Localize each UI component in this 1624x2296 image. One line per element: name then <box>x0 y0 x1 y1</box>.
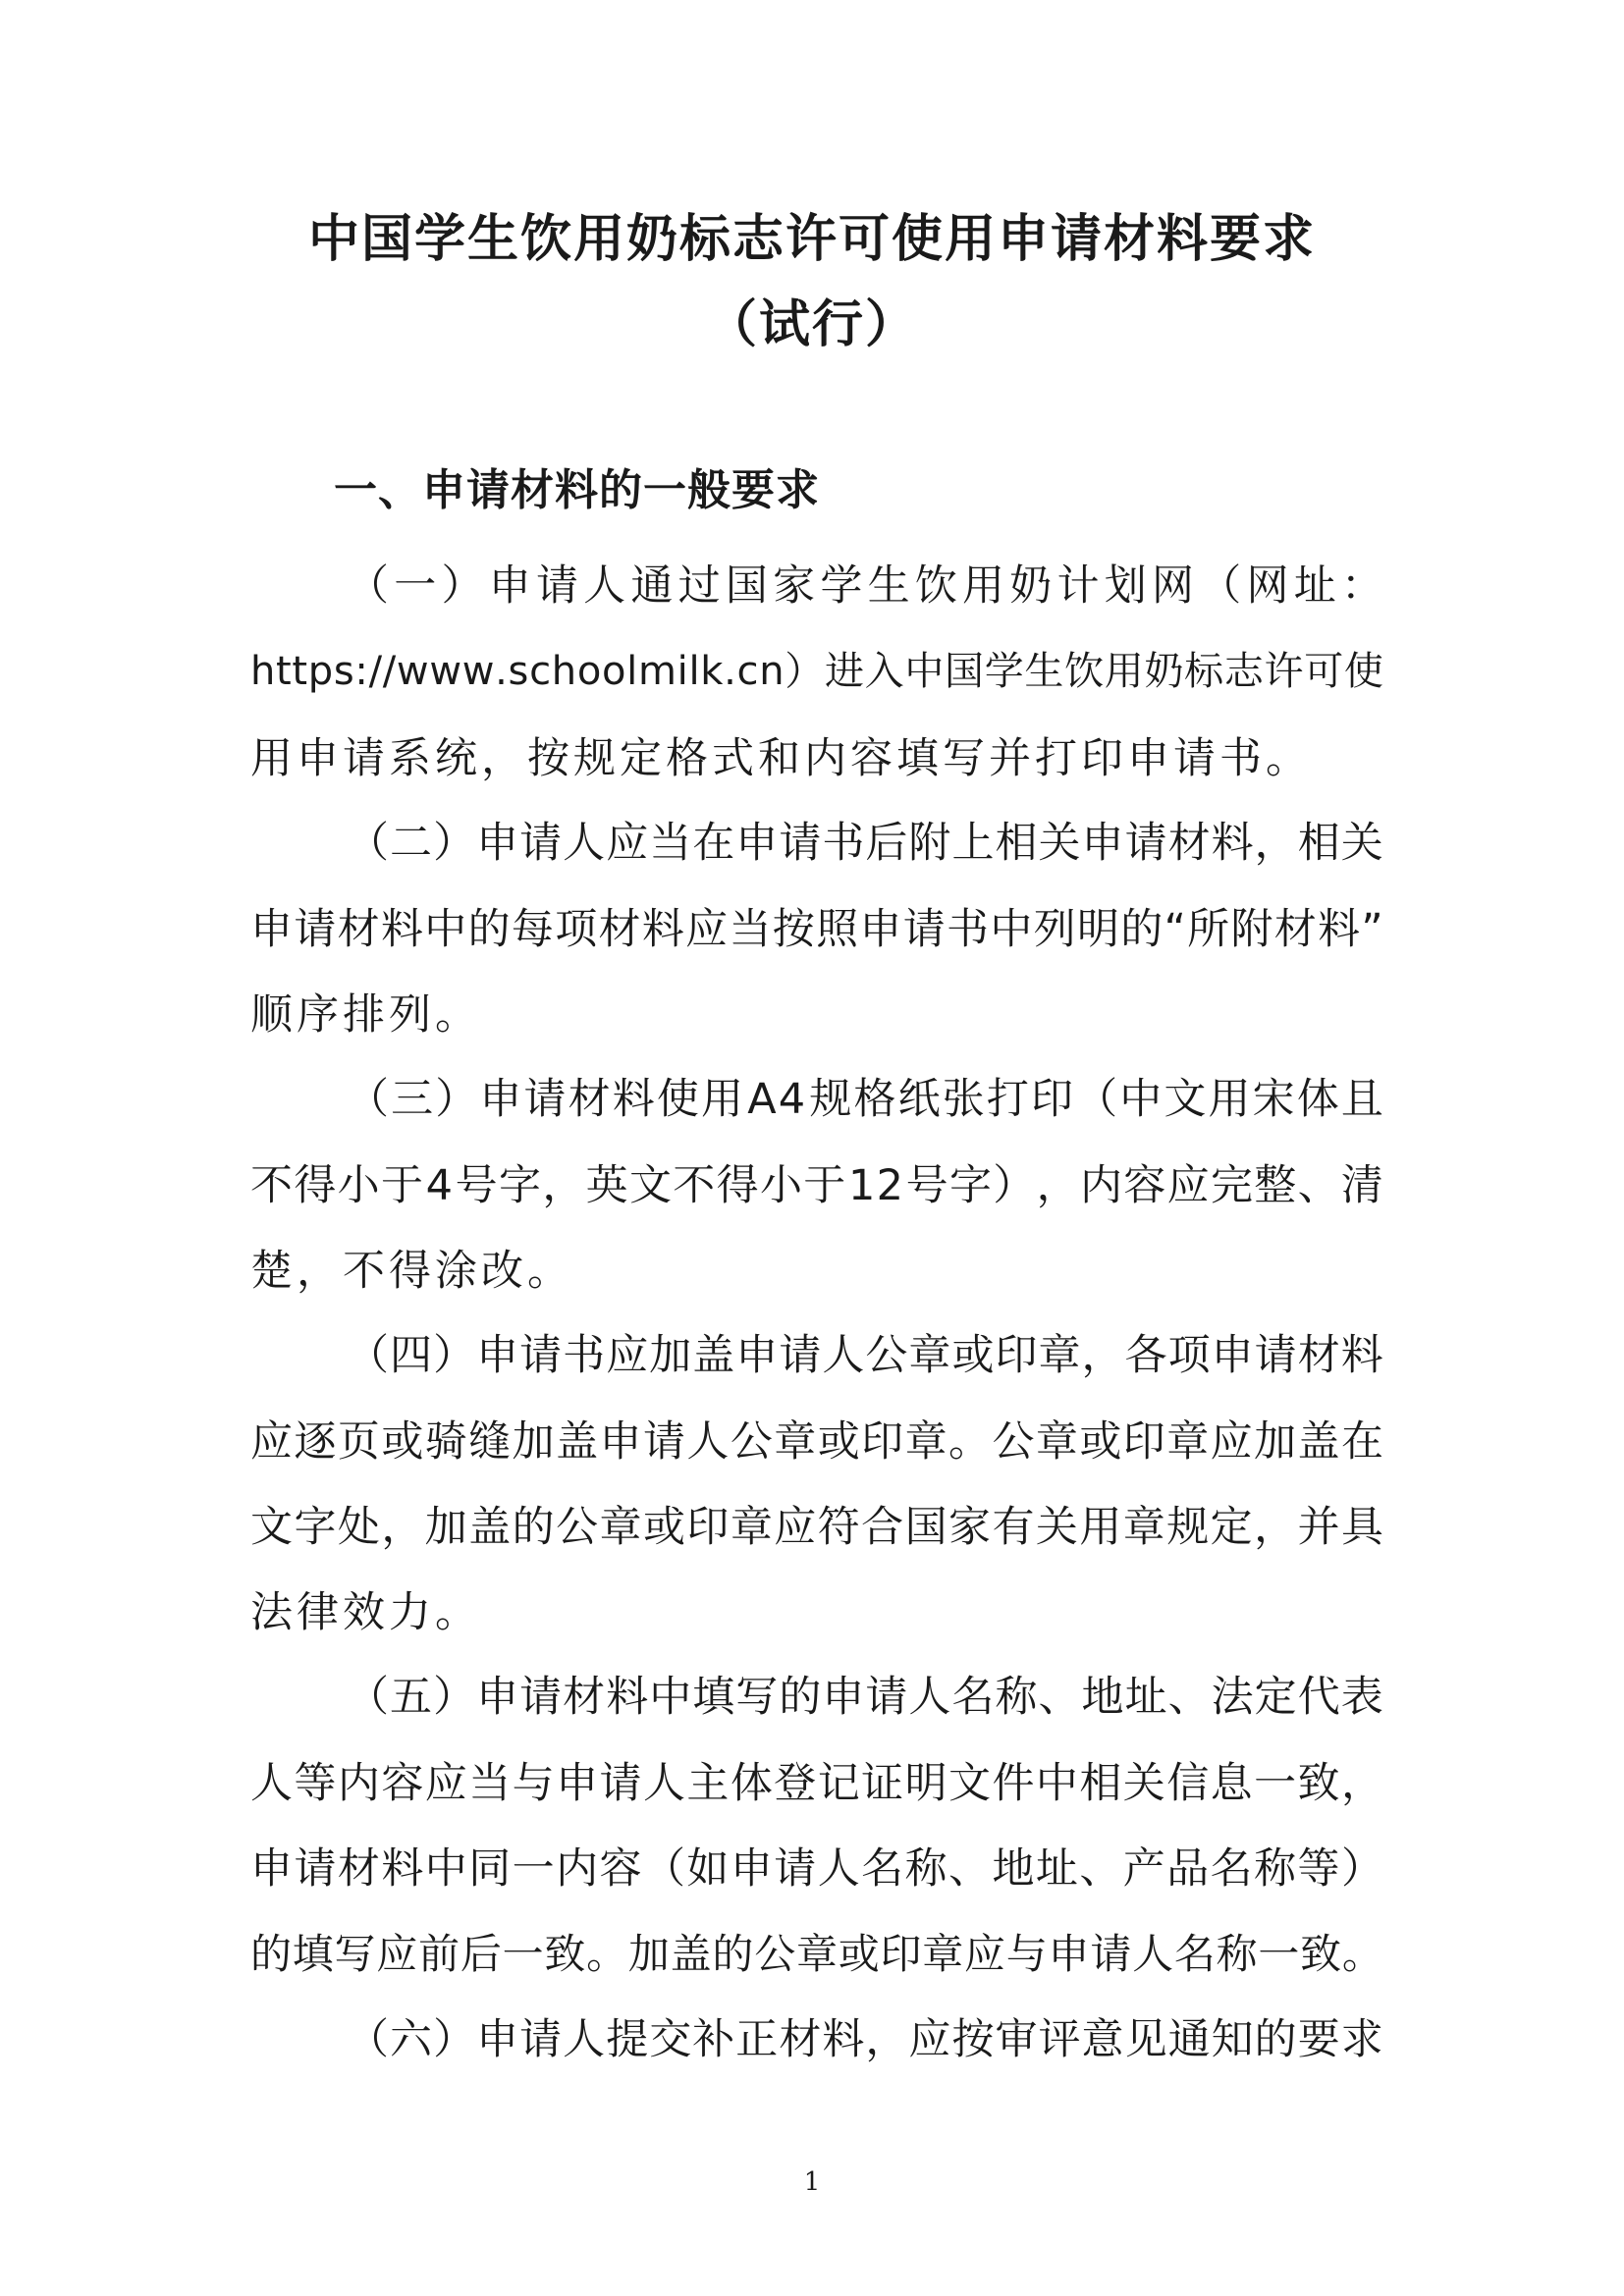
paragraph-line: （ 一 ） 申 请 人 通 过 国 家 学 生 饮 用 奶 计 划 网 （ 网 址 ： <box>347 561 1383 611</box>
section-heading: 一、申请材料的一般要求 <box>334 465 820 515</box>
document-subtitle: （试行） <box>705 294 918 354</box>
document-title: 中国学生饮用奶标志许可使用申请材料要求 <box>307 209 1316 269</box>
paragraph-line: （ 六 ） 申 请 人 提 交 补 正 材 料 ， 应 按 审 评 意 见 通 知 的 要 求 <box>347 2015 1383 2064</box>
paragraph-line: （ 四 ） 申 请 书 应 加 盖 申 请 人 公 章 或 印 章 ， 各 项 申 请 材 料 <box>347 1331 1383 1380</box>
paragraph-line: （ 二 ） 申 请 人 应 当 在 申 请 书 后 附 上 相 关 申 请 材 料 ， 相 关 <box>347 819 1383 868</box>
paragraph-line: 申 请 材 料 中 的 每 项 材 料 应 当 按 照 申 请 书 中 列 明 的 “ 所 附 材 料 ” <box>250 905 1383 954</box>
paragraph-line: （ 三 ） 申 请 材 料 使 用 A 4 规 格 纸 张 打 印 （ 中 文 用 宋 体 且 <box>347 1075 1383 1124</box>
paragraph-line: h t t p s : / / w w w . s c h o o l m i l k . c n ） 进 入 中 国 学 生 饮 用 奶 标 志 许 可 使 <box>250 649 1383 694</box>
paragraph-line: 应 逐 页 或 骑 缝 加 盖 申 请 人 公 章 或 印 章 。 公 章 或 印 章 应 加 盖 在 <box>250 1417 1383 1467</box>
paragraph-line: 人 等 内 容 应 当 与 申 请 人 主 体 登 记 证 明 文 件 中 相 关 信 息 一 致 ， <box>250 1759 1383 1808</box>
paragraph-line: 文 字 处 ， 加 盖 的 公 章 或 印 章 应 符 合 国 家 有 关 用 章 规 定 ， 并 具 <box>250 1503 1383 1552</box>
paragraph-line: 的 填 写 应 前 后 一 致 。 加 盖 的 公 章 或 印 章 应 与 申 请 人 名 称 一 致 。 <box>250 1930 1383 1978</box>
paragraph-line: （ 五 ） 申 请 材 料 中 填 写 的 申 请 人 名 称 、 地 址 、 法 定 代 表 <box>347 1673 1383 1722</box>
paragraph-line: 楚，不得涂改。 <box>250 1247 573 1296</box>
paragraph-line: 用申请系统，按规定格式和内容填写并打印申请书。 <box>250 734 1312 783</box>
page-number: 1 <box>803 2167 821 2197</box>
paragraph-line: 法律效力。 <box>250 1588 481 1637</box>
paragraph-line: 不 得 小 于 4 号 字 ， 英 文 不 得 小 于 1 2 号 字 ） ， 内 容 应 完 整 、 清 <box>250 1161 1383 1210</box>
paragraph-line: 顺序排列。 <box>250 990 481 1040</box>
paragraph-line: 申 请 材 料 中 同 一 内 容 （ 如 申 请 人 名 称 、 地 址 、 产 品 名 称 等 ） <box>250 1844 1383 1894</box>
